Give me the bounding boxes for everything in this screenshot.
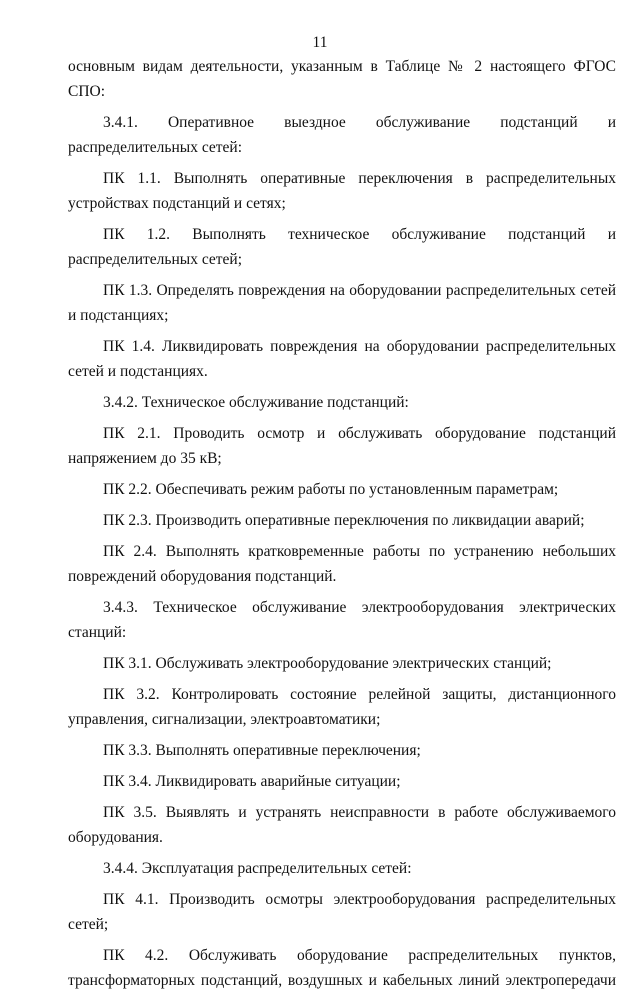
paragraph-pk-1-1: ПК 1.1. Выполнять оперативные переключения в распределительных устройствах подстанций и сетях; [68, 170, 616, 212]
paragraph-pk-3-4: ПК 3.4. Ликвидировать аварийные ситуации; [103, 773, 401, 790]
paragraph-section-3-4-1: 3.4.1. Оперативное выездное обслуживание подстанций и распределительных сетей: [68, 114, 616, 156]
paragraph-intro-continuation: основным видам деятельности, указанным в Таблице № 2 настоящего ФГОС СПО: [68, 58, 616, 100]
paragraph-pk-2-1: ПК 2.1. Проводить осмотр и обслуживать оборудование подстанций напряжением до 35 кВ; [68, 425, 616, 467]
paragraph-pk-1-2: ПК 1.2. Выполнять техническое обслуживание подстанций и распределительных сетей; [68, 226, 616, 268]
paragraph-pk-1-3: ПК 1.3. Определять повреждения на оборудовании распределительных сетей и подстанциях; [68, 282, 616, 324]
paragraph-section-3-4-3: 3.4.3. Техническое обслуживание электрооборудования электрических станций: [68, 599, 616, 641]
paragraph-pk-4-1: ПК 4.1. Производить осмотры электрооборудования распределительных сетей; [68, 891, 616, 933]
paragraph-pk-2-2: ПК 2.2. Обеспечивать режим работы по установленным параметрам; [103, 481, 559, 498]
paragraph-section-3-4-2: 3.4.2. Техническое обслуживание подстанций: [103, 394, 409, 411]
paragraph-pk-2-3: ПК 2.3. Производить оперативные переключения по ликвидации аварий; [103, 512, 585, 529]
paragraph-pk-1-4: ПК 1.4. Ликвидировать повреждения на оборудовании распределительных сетей и подстанциях. [68, 338, 616, 380]
document-body [68, 54, 616, 993]
paragraph-pk-3-5: ПК 3.5. Выявлять и устранять неисправности в работе обслуживаемого оборудования. [68, 804, 616, 846]
paragraph-pk-3-3: ПК 3.3. Выполнять оперативные переключения; [103, 742, 421, 759]
paragraph-pk-2-4: ПК 2.4. Выполнять кратковременные работы по устранению небольших повреждений оборудования подстанций. [68, 543, 616, 585]
paragraph-section-3-4-4: 3.4.4. Эксплуатация распределительных сетей: [103, 860, 412, 877]
paragraph-pk-3-2: ПК 3.2. Контролировать состояние релейной защиты, дистанционного управления, сигнализации, электроавтоматики; [68, 686, 616, 728]
page-number: 11 [312, 34, 328, 51]
paragraph-pk-3-1: ПК 3.1. Обслуживать электрооборудование электрических станций; [103, 655, 552, 672]
paragraph-pk-4-2: ПК 4.2. Обслуживать оборудование распределительных пунктов, трансформаторных подстанций, воздушных и кабельных линий электропередачи [68, 947, 616, 989]
